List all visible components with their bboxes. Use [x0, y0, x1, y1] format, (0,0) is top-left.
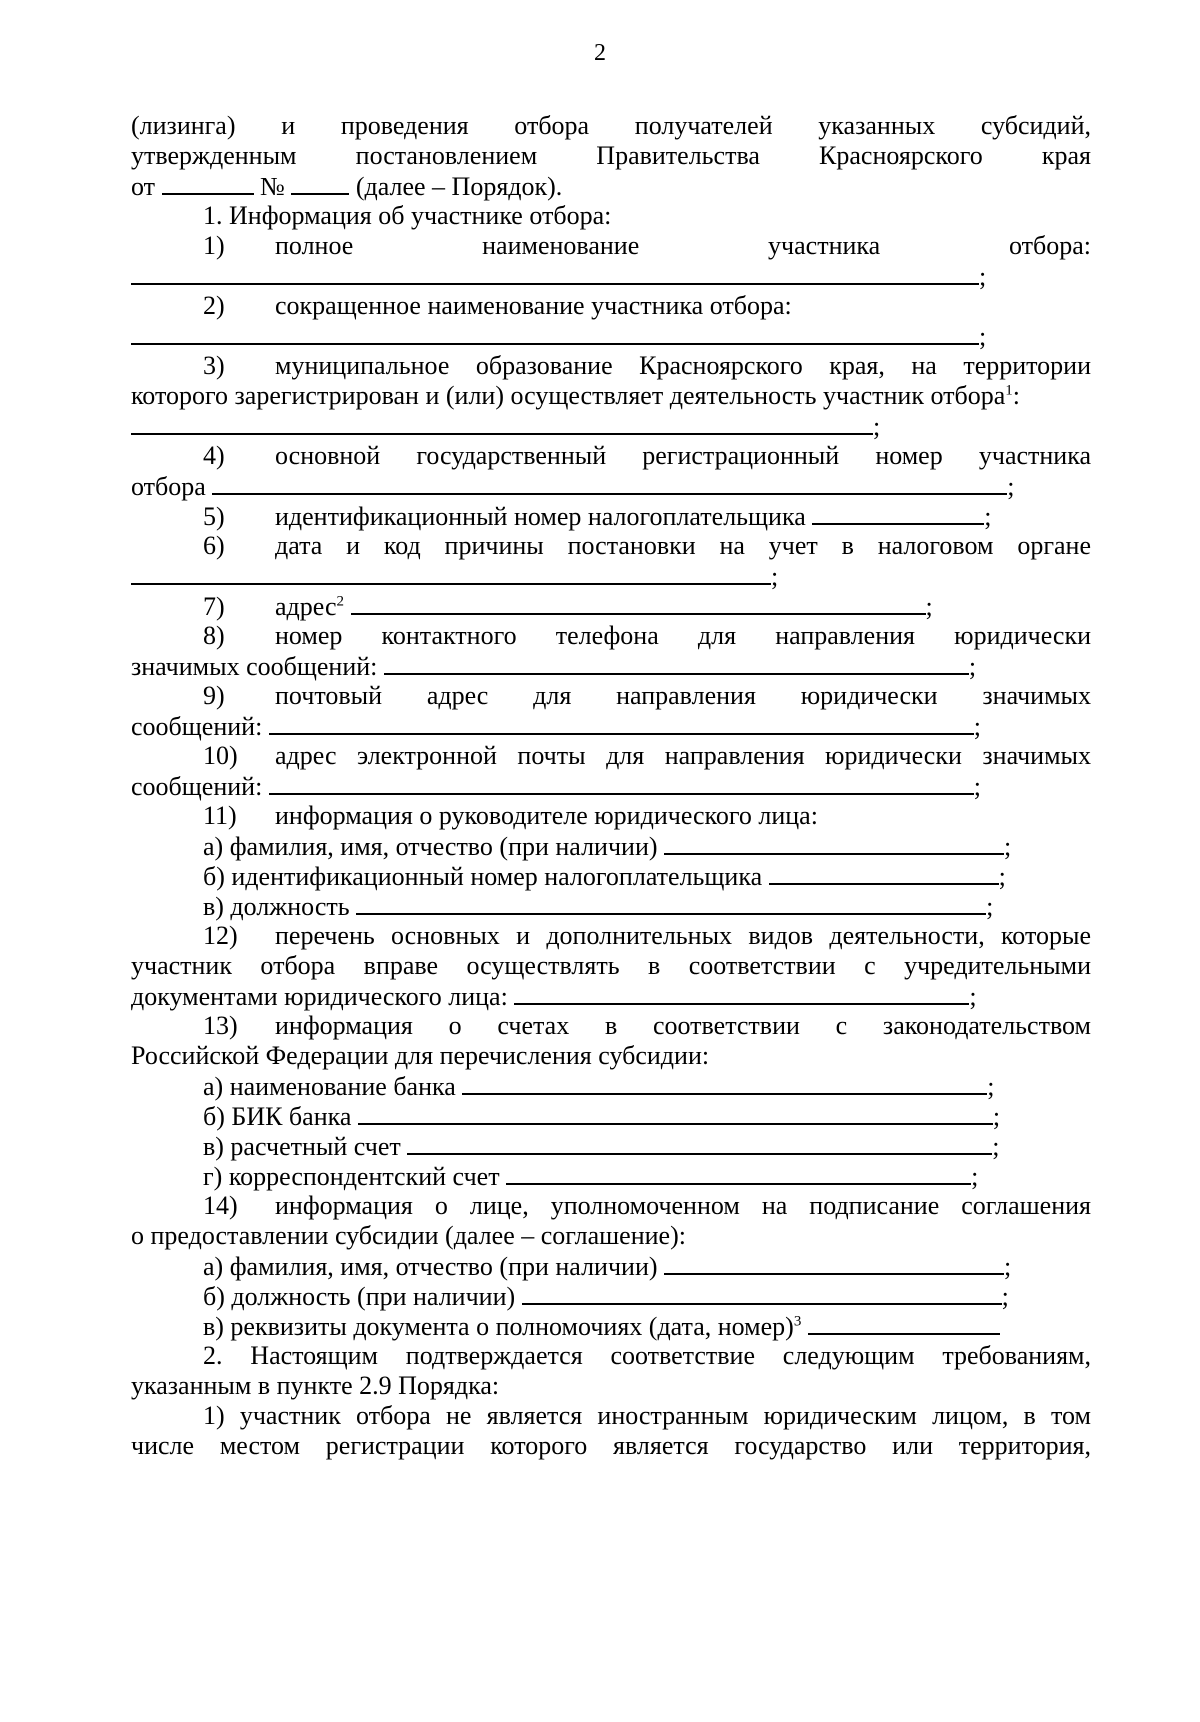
date-blank[interactable]	[162, 169, 254, 195]
activities-blank[interactable]	[514, 979, 969, 1005]
item-14-b-text: б) должность (при наличии)	[203, 1282, 516, 1311]
item-1	[203, 229, 1091, 262]
intro-line-3	[131, 169, 1091, 202]
semicolon: ;	[987, 1072, 995, 1101]
semicolon: ;	[984, 502, 992, 531]
section1-title: 1. Информация об участнике отбора:	[203, 201, 612, 230]
item-8-num: 8)	[203, 621, 225, 650]
item-6-field	[131, 559, 1091, 592]
email-blank[interactable]	[269, 769, 974, 795]
item-13	[203, 1009, 1091, 1042]
address-blank[interactable]	[351, 589, 926, 615]
item-13-b	[203, 1099, 1091, 1132]
ogrn-blank[interactable]	[212, 469, 1007, 495]
head-fio-blank[interactable]	[664, 829, 1004, 855]
item-3	[203, 349, 1091, 382]
semicolon: ;	[971, 1162, 979, 1191]
section2-p1-line-2: числе местом регистрации которого является государство или территория,	[131, 1431, 1091, 1460]
section2-line-2: указанным в пункте 2.9 Порядка:	[131, 1371, 500, 1400]
item-11-c-text: в) должность	[203, 892, 350, 921]
footnote-3-marker: 3	[793, 1313, 802, 1330]
item-11-num: 11)	[203, 801, 237, 830]
item-10-text-2: сообщений:	[131, 772, 263, 801]
short-name-blank[interactable]	[131, 319, 979, 345]
item-5-num: 5)	[203, 502, 225, 531]
item-13-text-1: информация о счетах в соответствии с законодательством	[275, 1011, 1091, 1040]
item-13-c	[203, 1129, 1091, 1162]
item-13-b-text: б) БИК банка	[203, 1102, 352, 1131]
section2-p1-line-1: 1) участник отбора не является иностранным юридическим лицом, в том	[203, 1401, 1091, 1430]
signer-fio-blank[interactable]	[664, 1249, 1004, 1275]
footnote-1-marker: 1	[1005, 382, 1013, 399]
item-14-b	[203, 1279, 1091, 1312]
item-9-num: 9)	[203, 681, 225, 710]
item-4-text-1: основной государственный регистрационный номер участника	[275, 441, 1091, 470]
item-12	[203, 919, 1091, 952]
semicolon: ;	[1007, 472, 1015, 501]
semicolon: ;	[979, 322, 987, 351]
item-3-num: 3)	[203, 351, 225, 380]
item-12-text-1: перечень основных и дополнительных видов деятельности, которые	[275, 921, 1091, 950]
head-inn-blank[interactable]	[769, 859, 999, 885]
item-3-colon: :	[1012, 381, 1020, 410]
inn-blank[interactable]	[812, 499, 984, 525]
item-9-text-2: сообщений:	[131, 712, 263, 741]
semicolon: ;	[873, 412, 881, 441]
bank-name-blank[interactable]	[462, 1069, 987, 1095]
item-14-text-1: информация о лице, уполномоченном на подписание соглашения	[275, 1191, 1091, 1220]
item-11-c	[203, 889, 1091, 922]
item-13-c-text: в) расчетный счет	[203, 1132, 401, 1161]
authority-doc-blank[interactable]	[808, 1309, 1000, 1335]
intro-number-sign: №	[260, 172, 285, 201]
item-4-line-2	[131, 469, 1091, 502]
item-14-c	[203, 1309, 1091, 1342]
semicolon: ;	[979, 262, 987, 291]
semicolon: ;	[973, 712, 982, 741]
item-9-line-2	[131, 709, 1091, 742]
bik-blank[interactable]	[358, 1099, 993, 1125]
item-11-a	[203, 829, 1091, 862]
semicolon: ;	[968, 652, 977, 681]
item-12-text-2: участник отбора вправе осуществлять в соответствии с учредительными	[131, 951, 1091, 980]
semicolon: ;	[1004, 1252, 1012, 1281]
item-2	[203, 289, 1091, 322]
intro-from: от	[131, 172, 156, 201]
item-3-line-2	[131, 379, 1091, 412]
section2-line-1: 2. Настоящим подтверждается соответствие следующим требованиям,	[203, 1341, 1091, 1370]
page-number: 2	[594, 40, 606, 66]
item-7	[203, 589, 1091, 622]
item-3-field	[131, 409, 1091, 442]
item-11-a-text: а) фамилия, имя, отчество (при наличии)	[203, 832, 658, 861]
kpp-blank[interactable]	[131, 559, 771, 585]
account-blank[interactable]	[407, 1129, 992, 1155]
corr-account-blank[interactable]	[506, 1159, 971, 1185]
phone-blank[interactable]	[384, 649, 969, 675]
item-6-num: 6)	[203, 531, 225, 560]
item-8-text-2: значимых сообщений:	[131, 652, 378, 681]
item-3-text-2: которого зарегистрирован и (или) осуществляет деятельность участник отбора	[131, 381, 1006, 410]
semicolon: ;	[973, 772, 982, 801]
item-4-num: 4)	[203, 441, 225, 470]
item-13-d-text: г) корреспондентский счет	[203, 1162, 500, 1191]
item-13-text-2: Российской Федерации для перечисления субсидии:	[131, 1041, 710, 1070]
postal-address-blank[interactable]	[269, 709, 974, 735]
item-11-text: информация о руководителе юридического лица:	[275, 801, 818, 830]
item-12-line-3	[131, 979, 1091, 1012]
semicolon: ;	[992, 1132, 1000, 1161]
item-7-num: 7)	[203, 592, 225, 621]
item-2-num: 2)	[203, 291, 225, 320]
item-6	[203, 529, 1091, 562]
item-14-text-2: о предоставлении субсидии (далее – соглашение):	[131, 1221, 686, 1250]
item-5-text: идентификационный номер налогоплательщика	[275, 502, 806, 531]
item-12-num: 12)	[203, 921, 238, 950]
footnote-2-marker: 2	[336, 593, 344, 610]
semicolon: ;	[969, 982, 977, 1011]
item-9-text-1: почтовый адрес для направления юридически значимых	[275, 681, 1091, 710]
item-14-a-text: а) фамилия, имя, отчество (при наличии)	[203, 1252, 658, 1281]
semicolon: ;	[986, 892, 994, 921]
item-9	[203, 679, 1091, 712]
municipality-blank[interactable]	[131, 409, 873, 435]
intro-hereinafter: (далее – Порядок).	[355, 172, 563, 201]
item-11	[203, 799, 1091, 832]
item-13-a	[203, 1069, 1091, 1102]
item-14	[203, 1189, 1091, 1222]
full-name-blank[interactable]	[131, 259, 979, 285]
intro-line-2: утвержденным постановлением Правительства Красноярского края	[131, 141, 1091, 170]
item-13-a-text: а) наименование банка	[203, 1072, 456, 1101]
item-2-field	[131, 319, 1091, 352]
item-14-num: 14)	[203, 1191, 238, 1220]
item-8-text-1: номер контактного телефона для направления юридически	[275, 621, 1091, 650]
item-1-field	[131, 259, 1091, 292]
semicolon: ;	[992, 1102, 1001, 1131]
item-5	[203, 499, 1091, 532]
number-blank[interactable]	[291, 169, 349, 195]
item-8	[203, 619, 1091, 652]
intro-line-1: (лизинга) и проведения отбора получателей указанных субсидий,	[131, 111, 1091, 140]
item-10-num: 10)	[203, 741, 238, 770]
item-8-line-2	[131, 649, 1091, 682]
semicolon: ;	[1004, 832, 1012, 861]
item-12-text-3: документами юридического лица:	[131, 982, 508, 1011]
item-10	[203, 739, 1091, 772]
item-6-text: дата и код причины постановки на учет в налоговом органе	[275, 531, 1091, 560]
item-1-num: 1)	[203, 231, 225, 260]
item-11-b-text: б) идентификационный номер налогоплательщика	[203, 862, 763, 891]
item-10-text-1: адрес электронной почты для направления юридически значимых	[275, 741, 1091, 770]
item-13-num: 13)	[203, 1011, 238, 1040]
item-11-b	[203, 859, 1091, 892]
semicolon: ;	[925, 592, 933, 621]
item-10-line-2	[131, 769, 1091, 802]
item-3-text-1: муниципальное образование Красноярского края, на территории	[275, 351, 1091, 380]
item-13-d	[203, 1159, 1091, 1192]
item-14-c-text: в) реквизиты документа о полномочиях (дата, номер)	[203, 1312, 794, 1341]
item-1-text: полное наименование участника отбора:	[275, 231, 1091, 260]
item-4-text-2: отбора	[131, 472, 206, 501]
semicolon: ;	[1001, 1282, 1009, 1311]
item-4	[203, 439, 1091, 472]
item-2-text: сокращенное наименование участника отбора:	[275, 291, 792, 320]
signer-position-blank[interactable]	[522, 1279, 1002, 1305]
item-7-text: адрес	[275, 592, 337, 621]
semicolon: ;	[771, 562, 779, 591]
head-position-blank[interactable]	[356, 889, 986, 915]
semicolon: ;	[998, 862, 1006, 891]
item-14-a	[203, 1249, 1091, 1282]
